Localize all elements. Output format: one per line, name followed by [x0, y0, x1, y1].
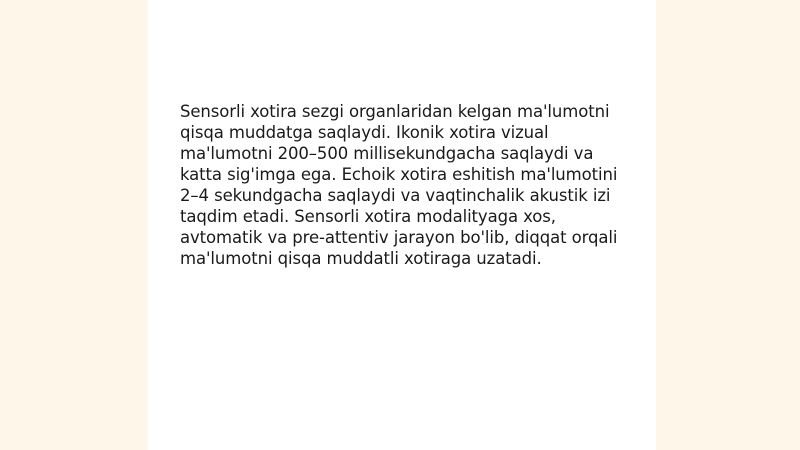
- paragraph-line: katta sig'imga ega. Echoik xotira eshitish ma'lumotini: [180, 165, 618, 184]
- paragraph-line: 2–4 sekundgacha saqlaydi va vaqtinchalik akustik izi: [180, 186, 611, 205]
- paragraph-line: avtomatik va pre-attentiv jarayon bo'lib, diqqat orqali: [180, 228, 618, 247]
- document-page: [148, 0, 656, 450]
- paragraph-line: taqdim etadi. Sensorli xotira modalityaga xos,: [180, 207, 556, 226]
- body-paragraph: [180, 101, 626, 269]
- paragraph-line: Sensorli xotira sezgi organlaridan kelgan ma'lumotni: [180, 102, 610, 121]
- paragraph-line: ma'lumotni qisqa muddatli xotiraga uzatadi.: [180, 249, 542, 268]
- paragraph-line: qisqa muddatga saqlaydi. Ikonik xotira vizual: [180, 123, 549, 142]
- paragraph-line: ma'lumotni 200–500 millisekundgacha saqlaydi va: [180, 144, 594, 163]
